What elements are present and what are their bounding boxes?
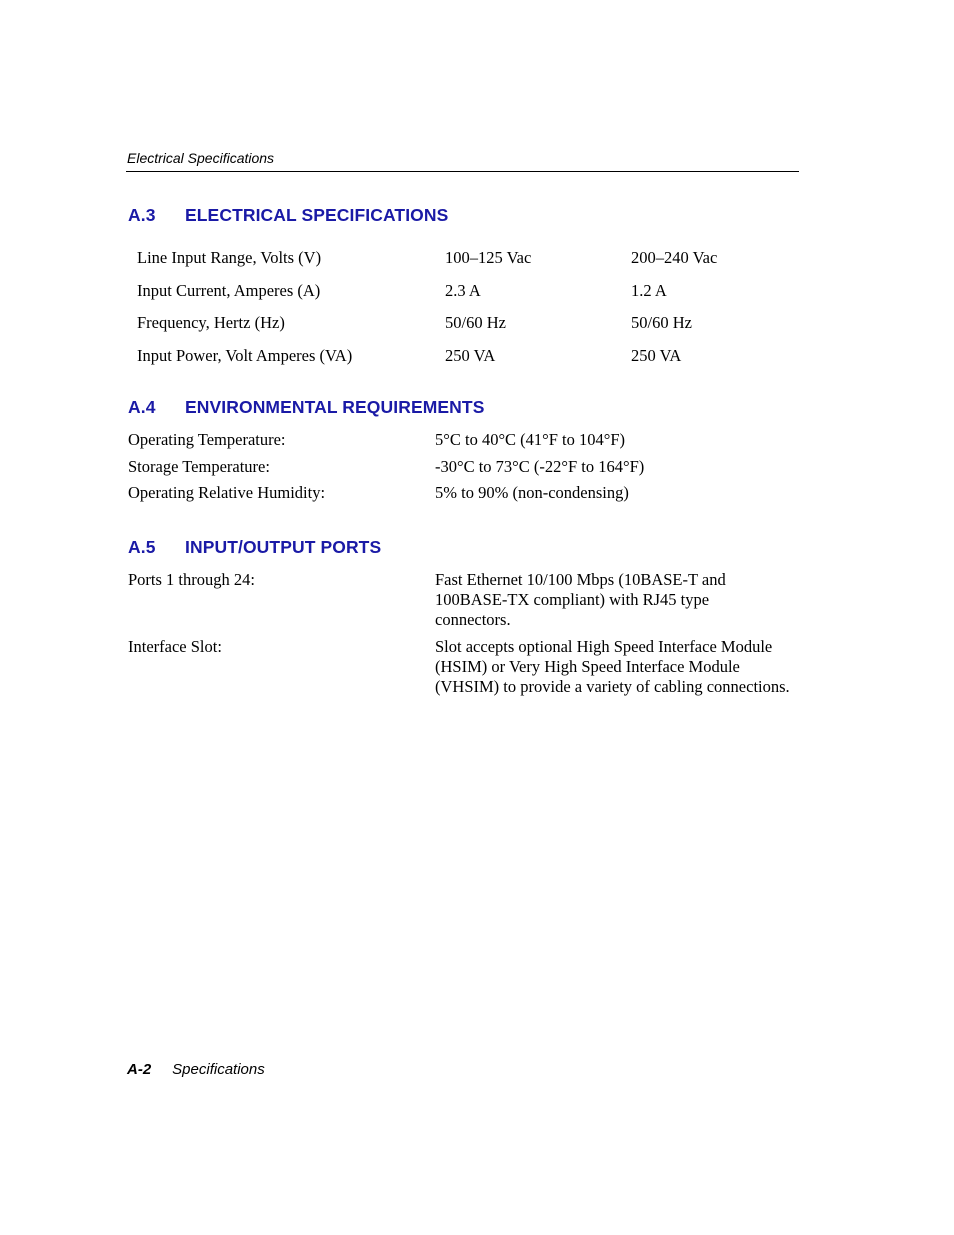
- value-high-range: 200–240 Vac: [631, 248, 718, 267]
- value-low-range: 100–125 Vac: [445, 248, 532, 267]
- section-number: A.4: [128, 397, 156, 417]
- value-high-range: 1.2 A: [631, 281, 667, 300]
- value-low-range: 50/60 Hz: [445, 313, 506, 332]
- section-title: ELECTRICAL SPECIFICATIONS: [185, 205, 449, 225]
- page-number: A-2: [127, 1061, 152, 1078]
- section-heading-a5: [128, 537, 628, 559]
- item-value: -30°C to 73°C (-22°F to 164°F): [435, 457, 645, 476]
- value-high-range: 250 VA: [631, 346, 682, 365]
- item-label: Ports 1 through 24:: [128, 570, 255, 589]
- item-value: Fast Ethernet 10/100 Mbps (10BASE-T and 100BASE-TX compliant) with RJ45 type connectors.: [435, 570, 726, 629]
- item-label: Operating Temperature:: [128, 430, 286, 449]
- value-high-range: 50/60 Hz: [631, 313, 692, 332]
- footer-label: Specifications: [172, 1061, 265, 1078]
- section-number: A.3: [128, 205, 156, 225]
- section-number: A.5: [128, 537, 156, 557]
- item-label: Interface Slot:: [128, 637, 222, 656]
- row-label: Input Current, Amperes (A): [137, 281, 321, 300]
- section-title: ENVIRONMENTAL REQUIREMENTS: [185, 397, 485, 417]
- section-heading-a3: [128, 205, 628, 227]
- section-heading-a4: [128, 397, 628, 419]
- running-header: Electrical Specifications: [127, 150, 275, 166]
- section-title: INPUT/OUTPUT PORTS: [185, 537, 382, 557]
- item-value: Slot accepts optional High Speed Interface Module (HSIM) or Very High Speed Interface Module (VHSIM) to provide a variety of cabling connections.: [435, 637, 790, 696]
- item-value: 5°C to 40°C (41°F to 104°F): [435, 430, 626, 449]
- row-label: Frequency, Hertz (Hz): [137, 313, 285, 332]
- page-footer: [127, 1061, 265, 1078]
- item-value: 5% to 90% (non-condensing): [435, 483, 629, 502]
- item-label: Storage Temperature:: [128, 457, 270, 476]
- value-low-range: 2.3 A: [445, 281, 481, 300]
- row-label: Line Input Range, Volts (V): [137, 248, 322, 267]
- value-low-range: 250 VA: [445, 346, 496, 365]
- item-label: Operating Relative Humidity:: [128, 483, 326, 502]
- row-label: Input Power, Volt Amperes (VA): [137, 346, 353, 365]
- header-rule: [126, 171, 799, 172]
